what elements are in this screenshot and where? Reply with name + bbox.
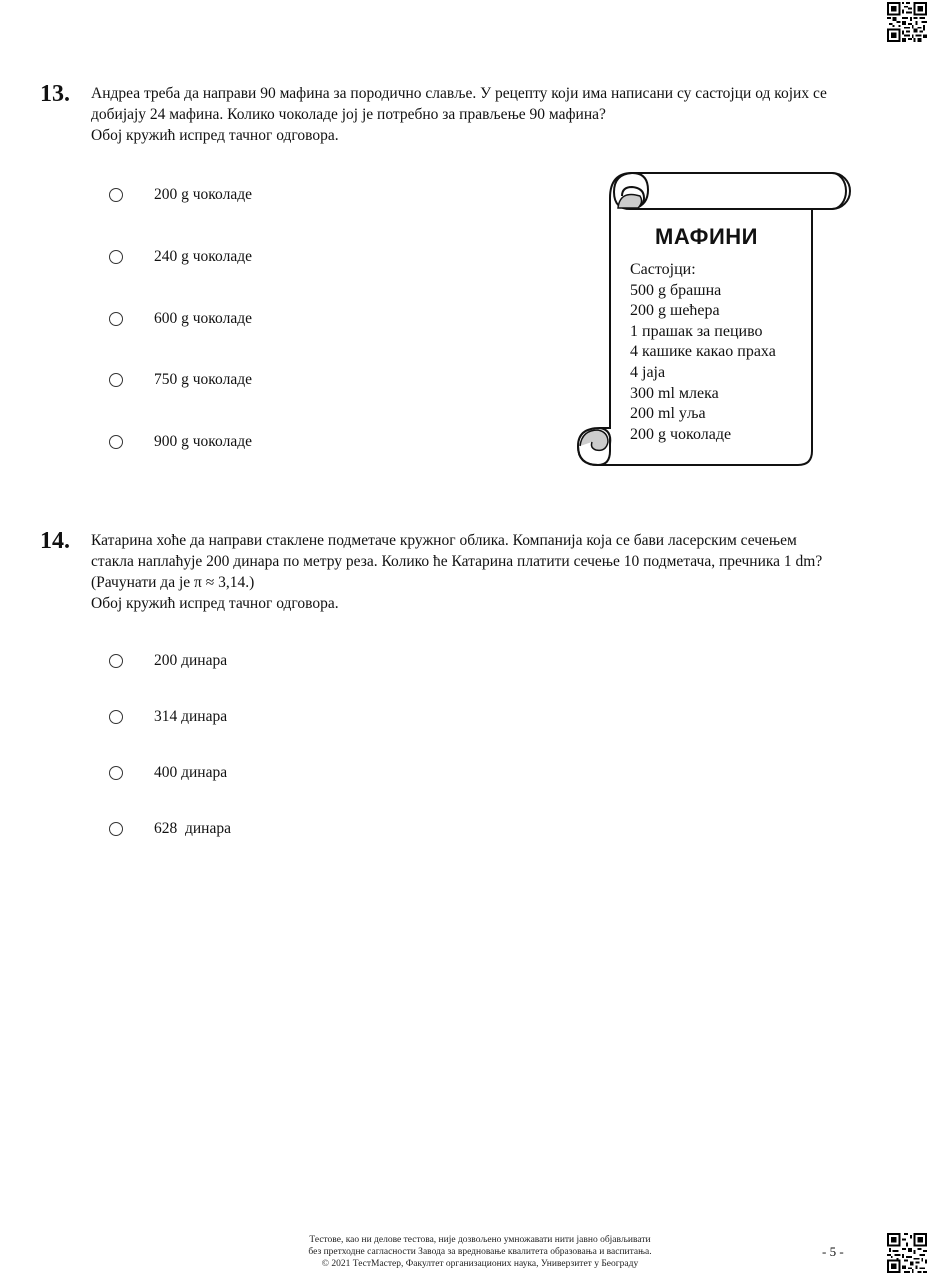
list-item: 4 јаја [630,363,666,381]
footer-line: Тестове, као ни делове тестова, није дозвољено умножавати нити јавно објављивати [309,1235,651,1245]
question-line: Андреа треба да направи 90 мафина за породично славље. У рецепту који има написани су састојци од којих се [91,85,827,102]
question-line: Обој кружић испред тачног одговора. [91,595,339,612]
option-label: 900 g чоколаде [154,433,252,450]
option-label: 600 g чоколаде [154,310,252,327]
option-label: 400 динара [154,764,228,781]
list-item: 4 кашике какао праха [630,343,776,361]
radio-circle-icon[interactable] [109,654,123,668]
question-number-13: 13. [40,81,70,107]
q14-option-c[interactable] [109,763,227,783]
question-line: Обој кружић испред тачног одговора. [91,127,339,144]
radio-circle-icon[interactable] [109,710,123,724]
q13-option-a[interactable] [109,185,252,205]
radio-circle-icon[interactable] [109,766,123,780]
option-label: 200 динара [154,652,228,669]
q14-option-a[interactable] [109,651,227,671]
q14-option-b[interactable] [109,707,227,727]
page-number: - 5 - [822,1244,844,1259]
recipe-ingredients-list [630,260,776,445]
list-item: Састојци: [630,261,696,278]
question-line: стакла наплаћује 200 динара по метру реза. Колико ће Катарина платити сечење 10 подметача, пречника 1 dm? [91,553,823,570]
list-item: 200 ml уља [630,405,706,423]
radio-circle-icon[interactable] [109,188,123,202]
radio-circle-icon[interactable] [109,312,123,326]
question-line: добијају 24 мафина. Колико чоколаде јој је потребно за прављење 90 мафина? [91,106,606,123]
q13-option-c[interactable] [109,309,252,329]
question-line: Катарина хоће да направи стаклене подметаче кружног облика. Компанија која се бави ласерским сечењем [91,532,797,549]
list-item: 500 g брашна [630,281,722,299]
radio-circle-icon[interactable] [109,250,123,264]
option-label: 200 g чоколаде [154,186,252,203]
question-text-13 [91,83,911,146]
q13-option-d[interactable] [109,370,252,390]
radio-circle-icon[interactable] [109,435,123,449]
list-item: 200 g шећера [630,302,720,320]
qr-code-top [887,2,927,42]
radio-circle-icon[interactable] [109,373,123,387]
option-label: 628 динара [154,820,231,837]
copyright-footer [220,1234,740,1270]
qr-code-bottom [887,1233,927,1273]
q14-option-d[interactable] [109,819,231,839]
recipe-title: МАФИНИ [655,224,758,249]
list-item: 1 прашак за пециво [630,322,763,340]
footer-line: без претходне сагласности Завода за вредновање квалитета образовања и васпитања. [308,1247,652,1257]
q13-option-b[interactable] [109,247,252,267]
footer-line: © 2021 ТестМастер, Факултет организационих наука, Универзитет у Београду [321,1259,639,1269]
option-label: 314 динара [154,708,228,725]
radio-circle-icon[interactable] [109,822,123,836]
list-item: 300 ml млека [630,384,719,402]
question-text-14 [91,530,911,614]
question-line: (Рачунати да је π ≈ 3,14.) [91,574,255,591]
q13-option-e[interactable] [109,432,252,452]
list-item: 200 g чоколаде [630,425,732,443]
option-label: 750 g чоколаде [154,371,252,388]
option-label: 240 g чоколаде [154,248,252,265]
question-number-14: 14. [40,528,70,554]
